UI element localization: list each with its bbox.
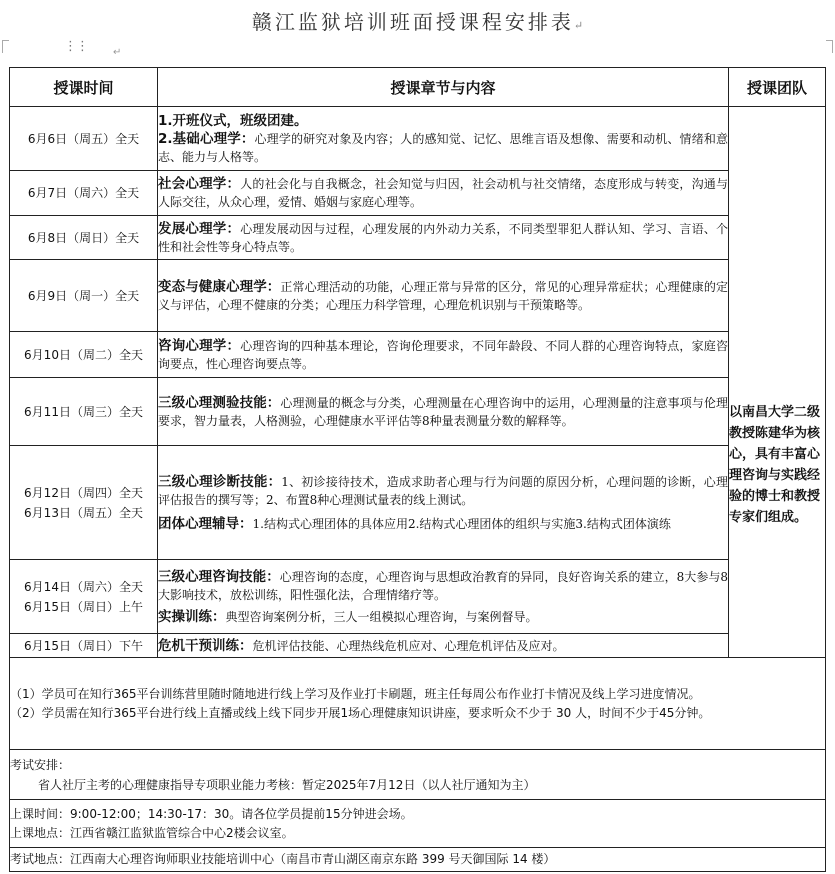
note-1: （1）学员可在知行365平台训练营里随时随地进行线上学习及作业打卡刷题，班主任每周公布作业打卡情况及线上学习进度情况。 bbox=[10, 686, 701, 701]
time-cell: 6月15日（周日）下午 bbox=[10, 634, 158, 658]
time-cell: 6月11日（周三）全天 bbox=[10, 378, 158, 446]
table-row bbox=[10, 446, 826, 560]
content-cell: 三级心理诊断技能：1、初诊接待技术，造成求助者心理与行为问题的原因分析，心理问题的诊断，心理评估报告的撰写等；2、布置8种心理测试量表的线上测试。 团体心理辅导：1.结构式心理团体的具体应用2.结构式心理团体的组织与实施3.结构式团体演练 bbox=[158, 446, 729, 560]
class-info-cell bbox=[10, 800, 826, 848]
table-header-row bbox=[10, 68, 826, 107]
table-row bbox=[10, 560, 826, 634]
exam-row bbox=[10, 750, 826, 800]
header-team: 授课团队 bbox=[729, 68, 826, 107]
content-cell: 发展心理学：心理发展动因与过程，心理发展的内外动力关系，不同类型罪犯人群认知、学习、言语、个性和社会性等身心特点等。 bbox=[158, 216, 729, 260]
exam-place-row bbox=[10, 848, 826, 872]
table-row bbox=[10, 260, 826, 332]
table-row bbox=[10, 171, 826, 216]
note-2: （2）学员需在知行365平台进行线上直播或线上线下同步开展1场心理健康知识讲座，要求听众不少于 30 人，时间不少于45分钟。 bbox=[10, 705, 711, 720]
team-cell: 以南昌大学二级教授陈建华为核心，具有丰富心理咨询与实践经验的博士和教授专家们组成。 bbox=[729, 107, 826, 658]
time-cell: 6月12日（周四）全天 6月13日（周五）全天 bbox=[10, 446, 158, 560]
content-cell: 三级心理咨询技能：心理咨询的态度，心理咨询与思想政治教育的异同，良好咨询关系的建立，8大参与8大影响技术，放松训练，阳性强化法，合理情绪疗等。 实操训练：典型咨询案例分析，三人一组模拟心理咨询，与案例督导。 bbox=[158, 560, 729, 634]
time-cell: 6月10日（周二）全天 bbox=[10, 332, 158, 378]
exam-cell bbox=[10, 750, 826, 800]
table-row bbox=[10, 216, 826, 260]
table-row bbox=[10, 378, 826, 446]
class-time: 上课时间：9:00-12:00；14:30-17：30。请各位学员提前15分钟进会场。 bbox=[10, 806, 413, 821]
notes-row bbox=[10, 658, 826, 750]
exam-place: 考试地点：江西南大心理咨询师职业技能培训中心（南昌市青山湖区南京东路 399 号天御国际 14 楼） bbox=[10, 852, 556, 866]
content-cell: 三级心理测验技能：心理测量的概念与分类，心理测量在心理咨询中的运用，心理测量的注意事项与伦理要求，智力量表，人格测验，心理健康水平评估等8种量表测量分数的解释等。 bbox=[158, 378, 729, 446]
content-cell: 咨询心理学：心理咨询的四种基本理论，咨询伦理要求，不同年龄段、不同人群的心理咨询特点，家庭咨询要点，性心理咨询要点等。 bbox=[158, 332, 729, 378]
time-cell: 6月14日（周六）全天 6月15日（周日）上午 bbox=[10, 560, 158, 634]
header-time: 授课时间 bbox=[10, 68, 158, 107]
content-cell: 变态与健康心理学：正常心理活动的功能，心理正常与异常的区分，常见的心理异常症状；心理健康的定义与评估，心理不健康的分类；心理压力科学管理，心理危机识别与干预策略等。 bbox=[158, 260, 729, 332]
content-cell: 危机干预训练：危机评估技能、心理热线危机应对、心理危机评估及应对。 bbox=[158, 634, 729, 658]
exam-place-cell bbox=[10, 848, 826, 872]
table-row bbox=[10, 634, 826, 658]
exam-label: 考试安排： bbox=[10, 757, 71, 772]
page-title: 赣江监狱培训班面授课程安排表↵ bbox=[251, 10, 584, 34]
time-cell: 6月9日（周一）全天 bbox=[10, 260, 158, 332]
content-cell: 1.开班仪式，班级团建。 2.基础心理学：心理学的研究对象及内容；人的感知觉、记忆、思维言语及想像、需要和动机、情绪和意志、能力与人格等。 bbox=[158, 107, 729, 171]
class-place: 上课地点：江西省赣江监狱监管综合中心2楼会议室。 bbox=[10, 825, 294, 840]
header-content: 授课章节与内容 bbox=[158, 68, 729, 107]
class-info-row bbox=[10, 800, 826, 848]
time-cell: 6月7日（周六）全天 bbox=[10, 171, 158, 216]
time-cell: 6月6日（周五）全天 bbox=[10, 107, 158, 171]
margin-corner-left bbox=[2, 40, 9, 53]
content-cell: 社会心理学：人的社会化与自我概念，社会知觉与归因，社会动机与社交情绪，态度形成与转变，沟通与人际交往，从众心理，爱情、婚姻与家庭心理等。 bbox=[158, 171, 729, 216]
margin-corner-right bbox=[826, 40, 833, 53]
exam-body: 省人社厅主考的心理健康指导专项职业能力考核：暂定2025年7月12日（以人社厅通知为主） bbox=[38, 777, 536, 792]
paragraph-mark-icon: ↵ bbox=[573, 19, 584, 32]
table-row bbox=[10, 107, 826, 171]
notes-cell bbox=[10, 658, 826, 750]
table-move-handle-icon[interactable]: ⋮⋮ bbox=[64, 39, 88, 54]
schedule-table bbox=[9, 67, 826, 872]
table-row bbox=[10, 332, 826, 378]
time-cell: 6月8日（周日）全天 bbox=[10, 216, 158, 260]
paragraph-mark-icon: ↵ bbox=[113, 47, 122, 58]
